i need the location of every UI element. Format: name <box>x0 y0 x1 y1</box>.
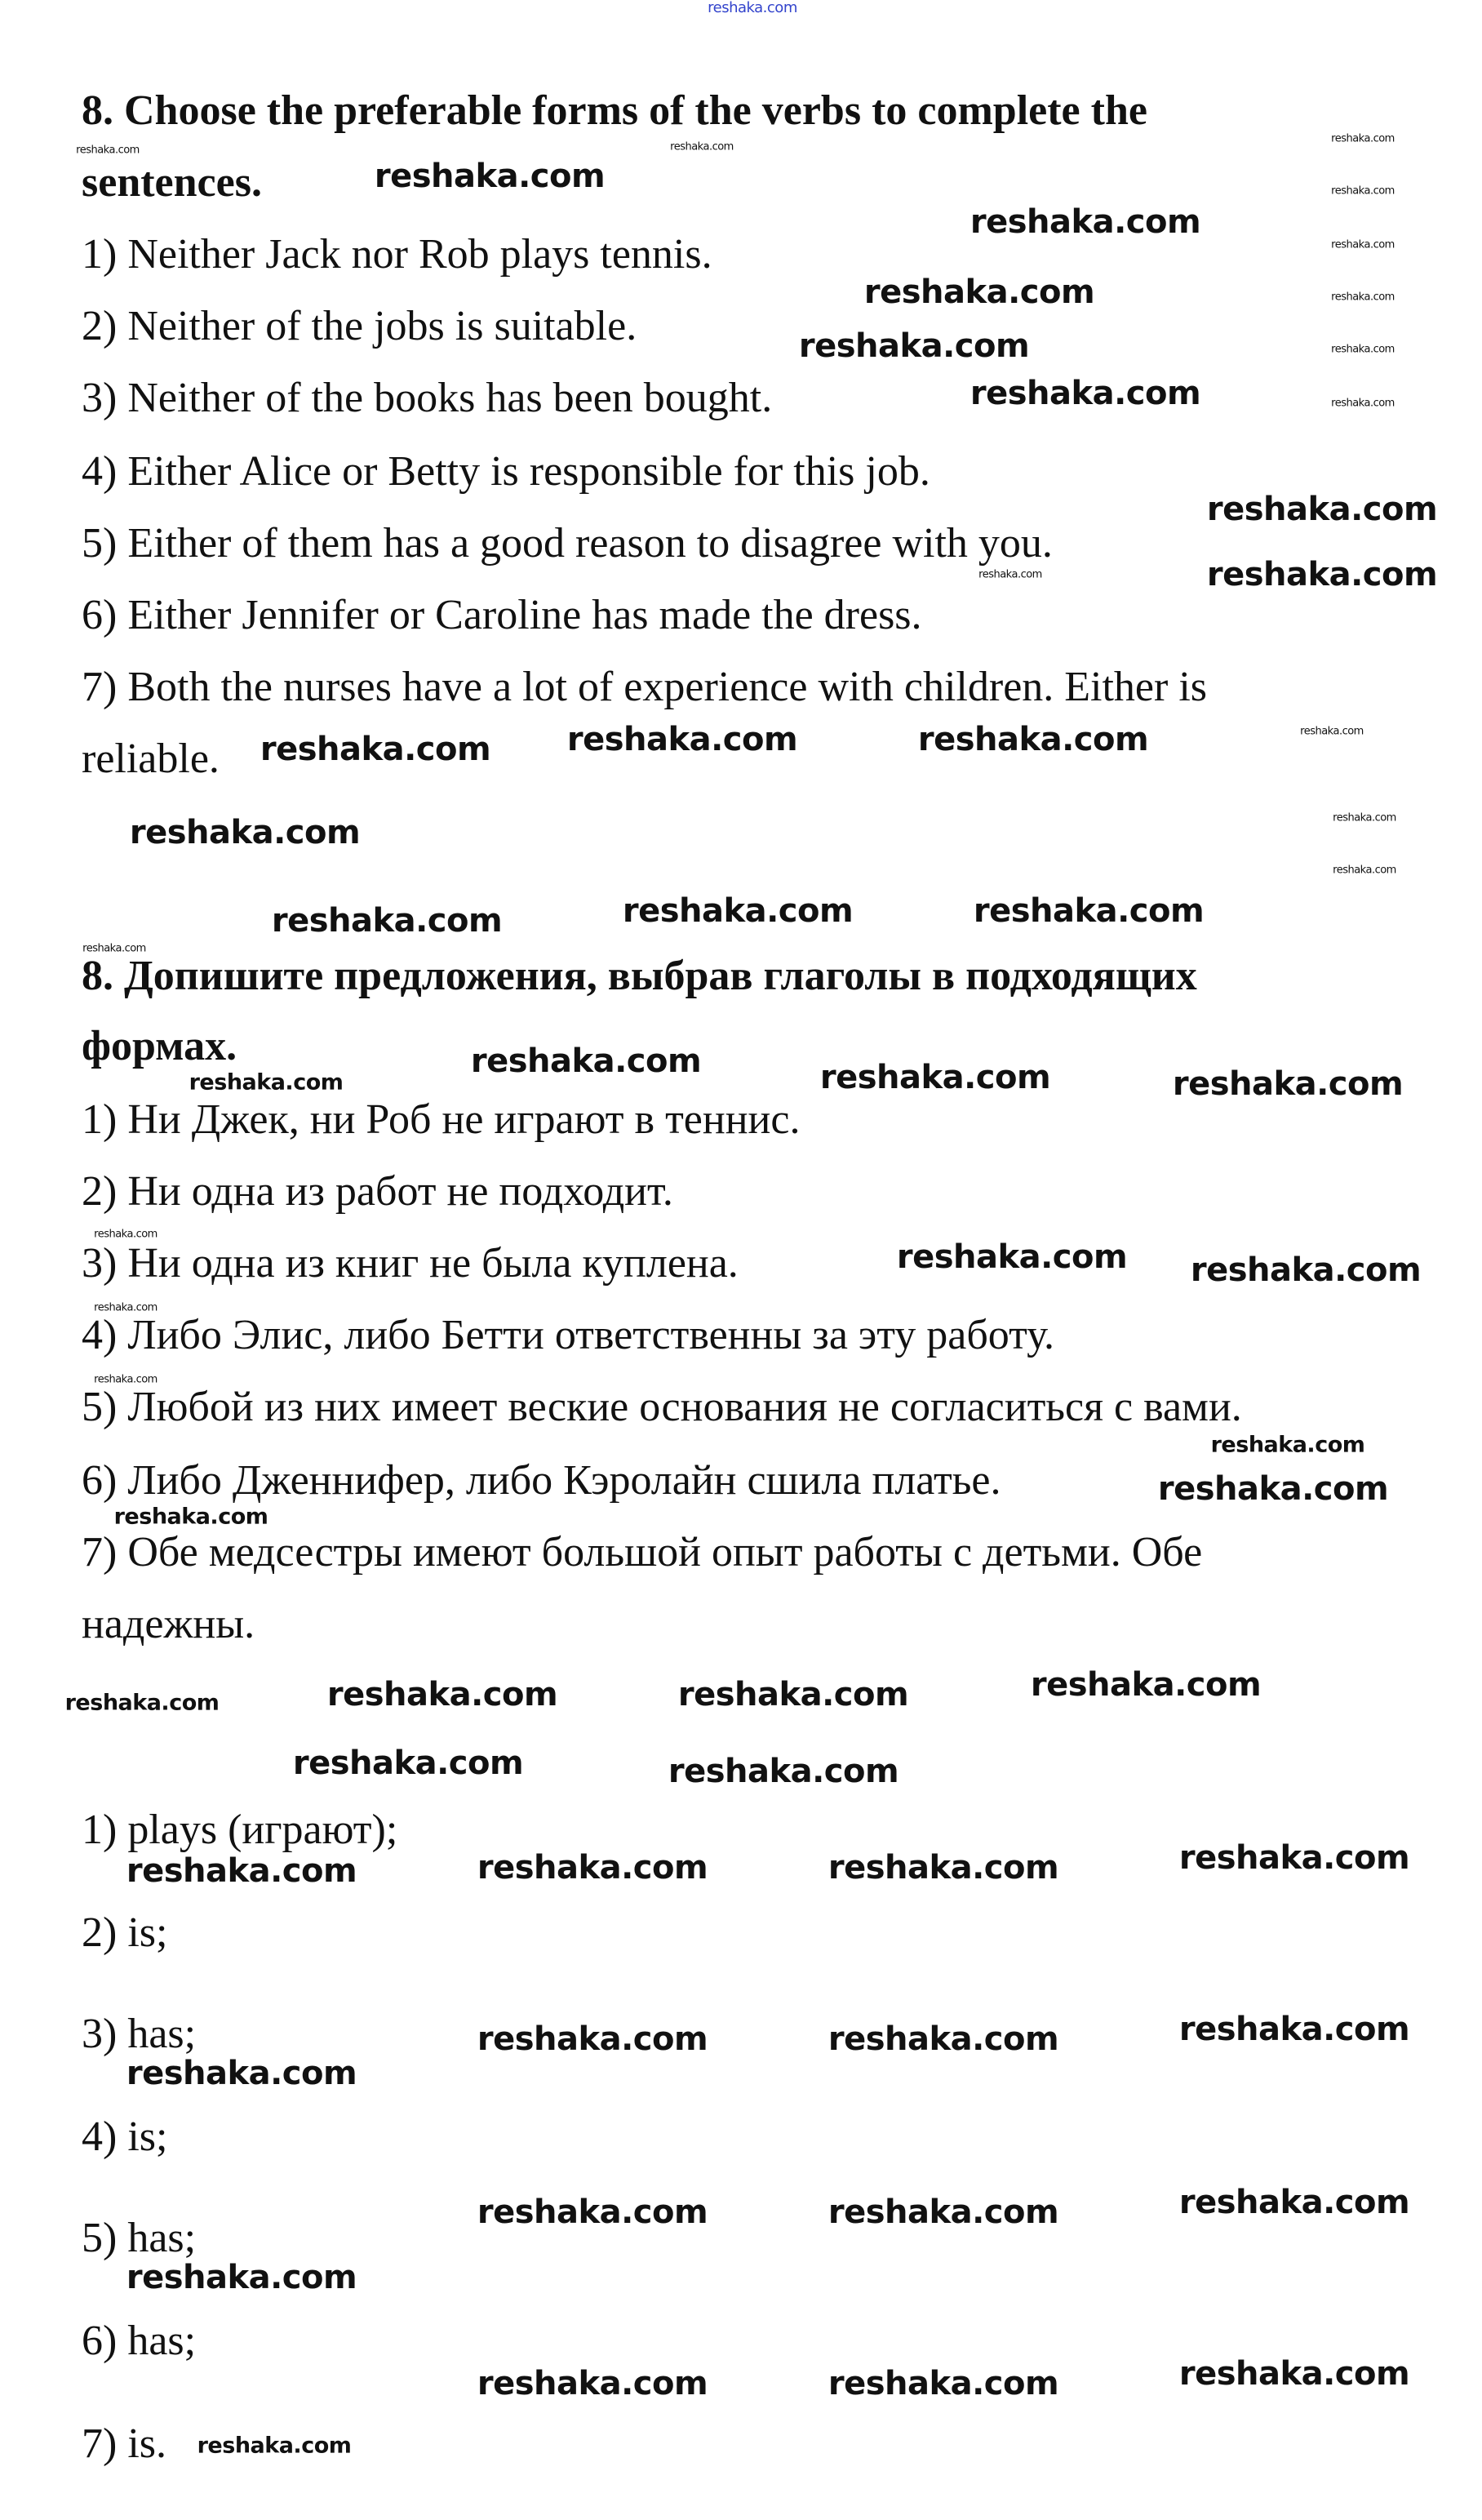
answer-item: 6) has; <box>82 2318 197 2364</box>
answer-item: 7) is. <box>82 2420 166 2467</box>
watermark: reshaka.com <box>917 721 1149 758</box>
watermark: reshaka.com <box>970 203 1201 241</box>
watermark: reshaka.com <box>978 568 1042 581</box>
watermark: reshaka.com <box>326 1676 558 1713</box>
watermark: reshaka.com <box>1206 556 1438 593</box>
sentence-ru: надежны. <box>82 1601 255 1647</box>
watermark: reshaka.com <box>1190 1251 1422 1289</box>
watermark: reshaka.com <box>1178 1839 1410 1877</box>
sentence-en: 1) Neither Jack nor Rob plays tennis. <box>82 231 712 278</box>
watermark: reshaka.com <box>260 731 491 768</box>
watermark: reshaka.com <box>863 273 1095 311</box>
exercise-heading-en: 8. Choose the preferable forms of the verbs to complete the <box>82 87 1147 134</box>
answer-item: 3) has; <box>82 2011 197 2057</box>
watermark: reshaka.com <box>566 721 798 758</box>
watermark: reshaka.com <box>113 1504 268 1530</box>
sentence-ru: 7) Обе медсестры имеют большой опыт работы с детьми. Обе <box>82 1529 1203 1576</box>
watermark: reshaka.com <box>129 814 361 851</box>
watermark: reshaka.com <box>126 1852 357 1890</box>
sentence-ru: 4) Либо Элис, либо Бетти ответственны за эту работу. <box>82 1312 1054 1358</box>
answer-item: 5) has; <box>82 2215 197 2261</box>
watermark: reshaka.com <box>94 1301 158 1314</box>
watermark: reshaka.com <box>477 2020 708 2058</box>
watermark: reshaka.com <box>828 1849 1059 1887</box>
watermark: reshaka.com <box>1172 1065 1404 1103</box>
watermark: reshaka.com <box>477 1849 708 1887</box>
watermark: reshaka.com <box>1331 291 1395 304</box>
watermark: reshaka.com <box>670 140 734 153</box>
watermark: reshaka.com <box>708 0 797 16</box>
watermark: reshaka.com <box>1331 397 1395 410</box>
exercise-heading-ru: формах. <box>82 1023 237 1069</box>
watermark: reshaka.com <box>94 1228 158 1241</box>
watermark: reshaka.com <box>470 1042 702 1080</box>
watermark: reshaka.com <box>1331 184 1395 198</box>
sentence-en: 6) Either Jennifer or Caroline has made the dress. <box>82 592 922 638</box>
sentence-en: reliable. <box>82 736 220 782</box>
sentence-en: 5) Either of them has a good reason to disagree with you. <box>82 520 1053 567</box>
watermark: reshaka.com <box>1331 238 1395 251</box>
sentence-en: 4) Either Alice or Betty is responsible for this job. <box>82 448 930 495</box>
watermark: reshaka.com <box>1178 2011 1410 2048</box>
sentence-ru: 3) Ни одна из книг не была куплена. <box>82 1240 739 1287</box>
answer-item: 4) is; <box>82 2113 168 2160</box>
watermark: reshaka.com <box>292 1744 524 1782</box>
watermark: reshaka.com <box>828 2365 1059 2402</box>
watermark: reshaka.com <box>973 892 1205 930</box>
sentence-ru: 5) Любой из них имеет веские основания не согласиться с вами. <box>82 1384 1242 1430</box>
sentence-ru: 1) Ни Джек, ни Роб не играют в теннис. <box>82 1096 801 1143</box>
watermark: reshaka.com <box>819 1059 1051 1096</box>
watermark: reshaka.com <box>1178 2355 1410 2393</box>
sentence-en: 2) Neither of the jobs is suitable. <box>82 303 637 349</box>
watermark: reshaka.com <box>1333 864 1396 877</box>
watermark: reshaka.com <box>1206 491 1438 528</box>
watermark: reshaka.com <box>76 144 140 157</box>
watermark: reshaka.com <box>1333 811 1396 824</box>
watermark: reshaka.com <box>1300 725 1364 738</box>
watermark: reshaka.com <box>374 158 606 195</box>
watermark: reshaka.com <box>1157 1470 1389 1508</box>
watermark: reshaka.com <box>1331 132 1395 145</box>
watermark: reshaka.com <box>126 2055 357 2092</box>
watermark: reshaka.com <box>82 942 146 955</box>
sentence-ru: 2) Ни одна из работ не подходит. <box>82 1168 673 1215</box>
watermark: reshaka.com <box>828 2020 1059 2058</box>
watermark: reshaka.com <box>677 1676 909 1713</box>
watermark: reshaka.com <box>1030 1666 1262 1704</box>
watermark: reshaka.com <box>94 1373 158 1386</box>
watermark: reshaka.com <box>1331 343 1395 356</box>
watermark: reshaka.com <box>1210 1432 1365 1458</box>
sentence-en: 7) Both the nurses have a lot of experience with children. Either is <box>82 664 1208 710</box>
watermark: reshaka.com <box>477 2365 708 2402</box>
answer-item: 1) plays (играют); <box>82 1807 398 1853</box>
exercise-heading-ru: 8. Допишите предложения, выбрав глаголы в подходящих <box>82 953 1197 999</box>
watermark: reshaka.com <box>828 2193 1059 2231</box>
watermark: reshaka.com <box>64 1690 220 1716</box>
watermark: reshaka.com <box>668 1753 899 1790</box>
exercise-heading-en: sentences. <box>82 159 262 206</box>
watermark: reshaka.com <box>798 327 1030 365</box>
sentence-en: 3) Neither of the books has been bought. <box>82 375 773 421</box>
sentence-ru: 6) Либо Дженнифер, либо Кэролайн сшила платье. <box>82 1457 1001 1504</box>
answer-item: 2) is; <box>82 1909 168 1956</box>
watermark: reshaka.com <box>896 1238 1128 1276</box>
watermark: reshaka.com <box>1178 2184 1410 2221</box>
watermark: reshaka.com <box>970 375 1201 412</box>
watermark: reshaka.com <box>197 2433 352 2459</box>
watermark: reshaka.com <box>126 2259 357 2296</box>
watermark: reshaka.com <box>271 902 503 940</box>
watermark: reshaka.com <box>477 2193 708 2231</box>
watermark: reshaka.com <box>189 1069 344 1096</box>
watermark: reshaka.com <box>622 892 854 930</box>
